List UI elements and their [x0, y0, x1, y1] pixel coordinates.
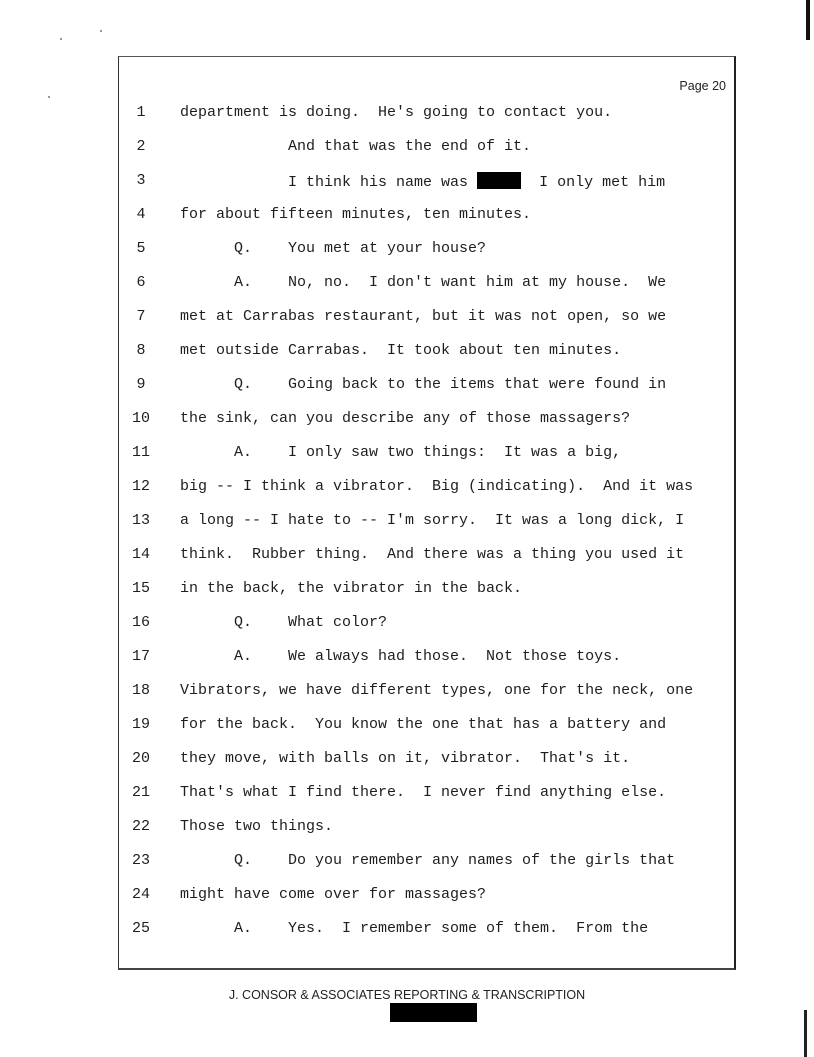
transcript-line: A. I only saw two things: It was a big,	[180, 444, 622, 461]
line-number: 3	[136, 172, 146, 189]
line-number: 6	[136, 274, 146, 291]
line-number: 20	[131, 750, 150, 767]
line-number: 2	[136, 138, 146, 155]
transcript-line: met at Carrabas restaurant, but it was not open, so we	[180, 308, 667, 325]
line-number: 4	[136, 206, 146, 223]
transcript-line: met outside Carrabas. It took about ten minutes.	[180, 342, 622, 359]
transcript-line: A. Yes. I remember some of them. From the	[180, 920, 649, 937]
transcript-line: Vibrators, we have different types, one for the neck, one	[180, 682, 694, 699]
footer-company: J. CONSOR & ASSOCIATES REPORTING & TRANSCRIPTION	[228, 988, 586, 1002]
transcript-line: think. Rubber thing. And there was a thing you used it	[180, 546, 685, 563]
line-number: 9	[136, 376, 146, 393]
transcript-line: Q. What color?	[180, 614, 388, 631]
line-number: 11	[131, 444, 150, 461]
line-number: 15	[131, 580, 150, 597]
transcript-line: And that was the end of it.	[180, 138, 532, 155]
transcript-line: for about fifteen minutes, ten minutes.	[180, 206, 532, 223]
line-number: 5	[136, 240, 146, 257]
transcript-line: the sink, can you describe any of those massagers?	[180, 410, 631, 427]
line-number: 19	[131, 716, 150, 733]
line-number: 23	[131, 852, 150, 869]
transcript-line: a long -- I hate to -- I'm sorry. It was a long dick, I	[180, 512, 685, 529]
scan-edge-mark	[806, 0, 810, 40]
line-number: 16	[131, 614, 150, 631]
transcript-line-text: I only met him	[521, 174, 666, 191]
transcript-line: for the back. You know the one that has a battery and	[180, 716, 667, 733]
transcript-line: Those two things.	[180, 818, 334, 835]
name-redaction	[477, 172, 521, 189]
line-number: 22	[131, 818, 150, 835]
line-number: 21	[131, 784, 150, 801]
transcript-line: department is doing. He's going to contact you.	[180, 104, 613, 121]
scan-speck	[48, 96, 50, 98]
transcript-line: Q. Going back to the items that were found in	[180, 376, 667, 393]
line-number: 13	[131, 512, 150, 529]
scan-edge-mark	[804, 1010, 807, 1057]
transcript-line-text: I think his name was	[180, 174, 478, 191]
line-number: 7	[136, 308, 146, 325]
line-number: 10	[131, 410, 150, 427]
transcript-line: That's what I find there. I never find anything else.	[180, 784, 667, 801]
transcript-line: Q. You met at your house?	[180, 240, 487, 257]
line-number: 14	[131, 546, 150, 563]
line-number: 17	[131, 648, 150, 665]
line-number: 12	[131, 478, 150, 495]
transcript-line: Q. Do you remember any names of the girls that	[180, 852, 676, 869]
transcript-line: A. No, no. I don't want him at my house. We	[180, 274, 667, 291]
line-number: 8	[136, 342, 146, 359]
line-number: 24	[131, 886, 150, 903]
transcript-line: might have come over for massages?	[180, 886, 487, 903]
line-number: 25	[131, 920, 150, 937]
transcript-line: they move, with balls on it, vibrator. That's it.	[180, 750, 631, 767]
page-number: Page 20	[679, 79, 726, 93]
scan-speck	[100, 30, 102, 32]
line-number: 1	[136, 104, 146, 121]
scan-speck	[60, 38, 62, 40]
transcript-line: in the back, the vibrator in the back.	[180, 580, 523, 597]
transcript-line: A. We always had those. Not those toys.	[180, 648, 622, 665]
line-number: 18	[131, 682, 150, 699]
transcript-line: big -- I think a vibrator. Big (indicating). And it was	[180, 478, 694, 495]
transcript-line	[180, 172, 665, 192]
footer-redaction	[390, 1003, 477, 1022]
